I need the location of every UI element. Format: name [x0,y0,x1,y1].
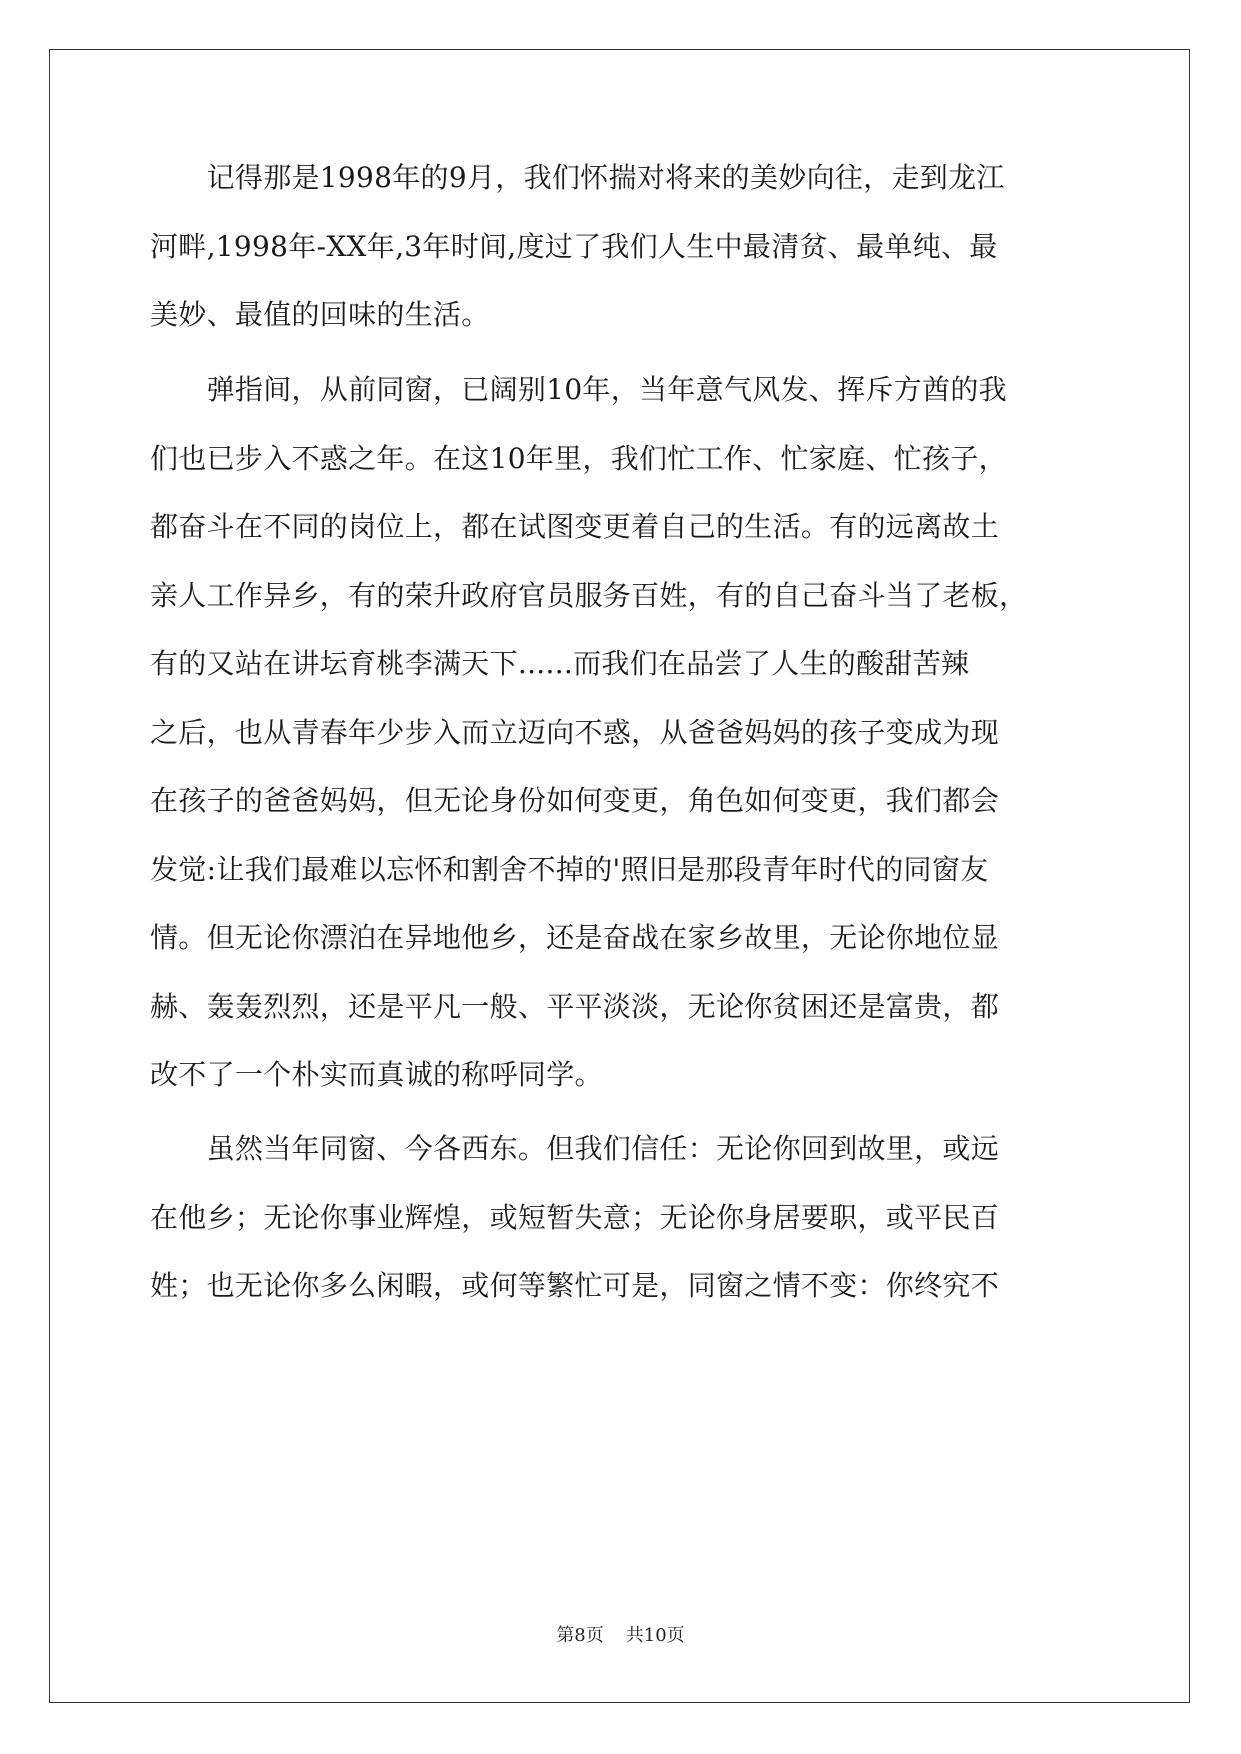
page-total: 共10页 [625,1625,685,1646]
text-line: 在孩子的爸爸妈妈，但无论身份如何变更，角色如何变更，我们都会 [150,784,1000,817]
text-line: 赫、轰轰烈烈，还是平凡一般、平平淡淡，无论你贫困还是富贵，都 [150,990,1000,1023]
text-line: 在他乡；无论你事业辉煌，或短暂失意；无论你身居要职，或平民百 [150,1201,1000,1234]
text-line: 姓；也无论你多么闲暇，或何等繁忙可是，同窗之情不变：你终究不 [150,1269,1000,1302]
text-line: 美妙、最值的回味的生活。 [150,298,490,331]
text-line: 都奋斗在不同的岗位上，都在试图变更着自己的生活。有的远离故土 [150,510,1000,543]
text-line: 河畔,1998年-XX年,3年时间,度过了我们人生中最清贫、最单纯、最 [150,230,998,263]
text-line: 之后，也从青春年少步入而立迈向不惑，从爸爸妈妈的孩子变成为现 [150,716,1000,749]
text-line: 记得那是1998年的9月，我们怀揣对将来的美妙向往，走到龙江 [150,161,1005,194]
text-line: 弹指间，从前同窗，已阔别10年，当年意气风发、挥斥方酋的我 [150,373,1007,406]
text-line: 虽然当年同窗、今各西东。但我们信任：无论你回到故里，或远 [150,1132,1000,1165]
text-line: 亲人工作异乡，有的荣升政府官员服务百姓，有的自己奋斗当了老板， [150,579,1028,612]
text-line: 改不了一个朴实而真诚的称呼同学。 [150,1058,603,1091]
text-line: 有的又站在讲坛育桃李满天下......而我们在品尝了人生的酸甜苦辣 [150,647,970,680]
page-footer [0,1624,1241,1648]
page-number: 第8页 [556,1625,604,1646]
text-line: 们也已步入不惑之年。在这10年里，我们忙工作、忙家庭、忙孩子， [150,442,1007,475]
text-line: 情。但无论你漂泊在异地他乡，还是奋战在家乡故里，无论你地位显 [150,921,1000,954]
text-line: 发觉:让我们最难以忘怀和割舍不掉的'照旧是那段青年时代的同窗友 [150,853,989,886]
